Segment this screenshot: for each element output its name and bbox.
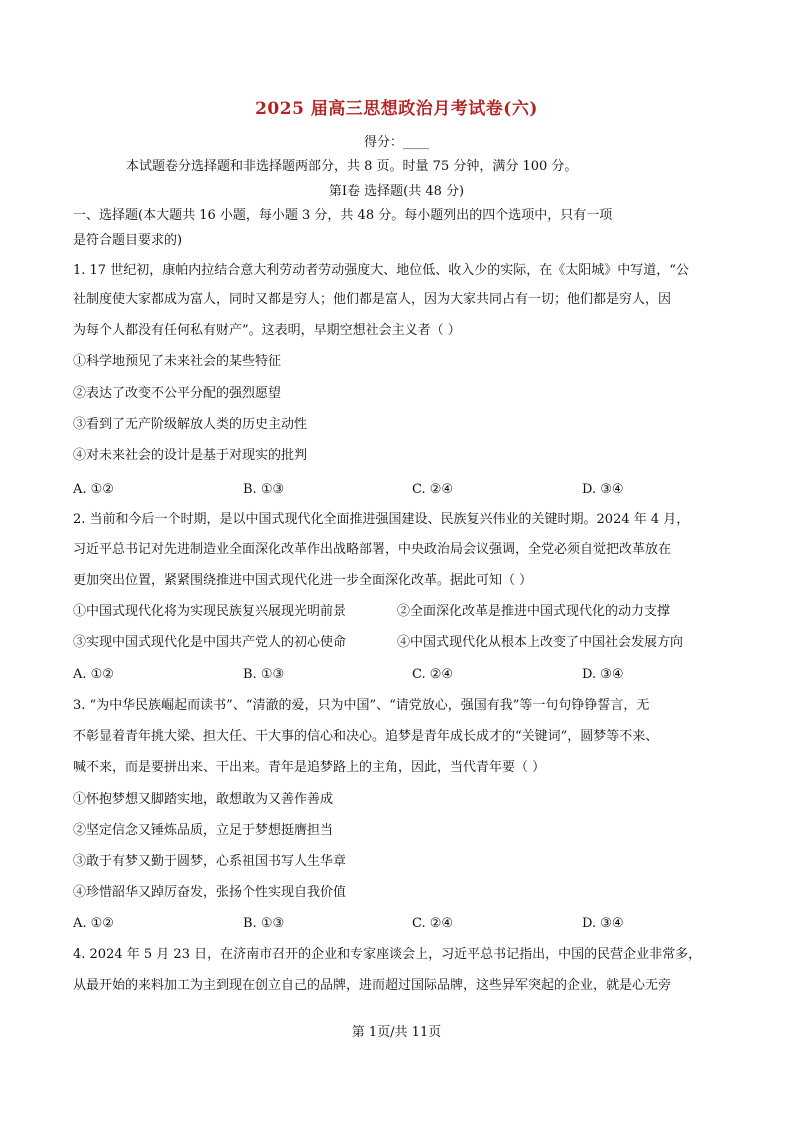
option-d[interactable]: D. ③④ [582, 667, 624, 682]
question-line: 4. 2024 年 5 月 23 日，在济南市召开的企业和专家座谈会上，习近平总书记指出，中国的民营企业非常多， [73, 947, 702, 962]
statement: ①中国式现代化将为实现民族复兴展现光明前景 [73, 604, 347, 619]
option-b[interactable]: B. ①③ [243, 482, 285, 497]
section-title: 第Ⅰ卷 选择题(共 48 分) [328, 184, 465, 199]
exam-intro: 本试题卷分选择题和非选择题两部分，共 8 页。时量 75 分钟，满分 100 分。 [126, 159, 578, 174]
question-line: 喊不来，而是要拼出来、干出来。青年是追梦路上的主角，因此，当代青年要（ ） [73, 760, 546, 775]
question-line: 从最开始的来料加工为主到现在创立自己的品牌，进而超过国际品牌，这些异军突起的企业，就是心无旁 [73, 978, 672, 993]
option-d[interactable]: D. ③④ [582, 482, 624, 497]
question-line: 为每个人都没有任何私有财产”。这表明，早期空想社会主义者（ ） [73, 323, 461, 338]
page-footer: 第 1页/共 11页 [351, 1025, 442, 1040]
statement: ②全面深化改革是推进中国式现代化的动力支撑 [397, 604, 671, 619]
statement: ②坚定信念又锤炼品质，立足于梦想挺膺担当 [73, 823, 334, 838]
option-c[interactable]: C. ②④ [412, 916, 454, 931]
option-a[interactable]: A. ①② [73, 667, 114, 682]
statement: ①科学地预见了未来社会的某些特征 [73, 354, 282, 369]
question-line: 1. 17 世纪初，康帕内拉结合意大利劳动者劳动强度大、地位低、收入少的实际，在《太阳城》中写道，“公 [73, 263, 689, 278]
statement: ③看到了无产阶级解放人类的历史主动性 [73, 417, 308, 432]
option-a[interactable]: A. ①② [73, 482, 114, 497]
question-line: 社制度使大家都成为富人，同时又都是穷人；他们都是富人，因为大家共同占有一切；他们都是穷人，因 [73, 292, 672, 307]
option-b[interactable]: B. ①③ [243, 916, 285, 931]
instructions-line: 是符合题目要求的) [73, 233, 183, 248]
score-label: 得分：____ [363, 135, 429, 150]
page-title: 2025 届高三思想政治月考试卷(六) [255, 99, 538, 119]
statement: ①怀抱梦想又脚踏实地，敢想敢为又善作善成 [73, 792, 334, 807]
statement: ③敢于有梦又勤于圆梦，心系祖国书写人生华章 [73, 854, 347, 869]
question-line: 2. 当前和今后一个时期，是以中国式现代化全面推进强国建设、民族复兴伟业的关键时期。2024 年 4 月， [73, 512, 690, 527]
statement: ④珍惜韶华又踔厉奋发，张扬个性实现自我价值 [73, 885, 347, 900]
question-line: 不彰显着青年挑大梁、担大任、干大事的信心和决心。追梦是青年成长成才的“关键词”，圆梦等不来、 [73, 729, 659, 744]
option-b[interactable]: B. ①③ [243, 667, 285, 682]
statement: ②表达了改变不公平分配的强烈愿望 [73, 386, 282, 401]
statement: ③实现中国式现代化是中国共产党人的初心使命 [73, 635, 347, 650]
instructions-line: 一、选择题(本大题共 16 小题，每小题 3 分，共 48 分。每小题列出的四个选项中，只有一项 [73, 208, 613, 223]
question-line: 3. “为中华民族崛起而读书”、“清澈的爱，只为中国”、“请党放心，强国有我”等一句句铮铮誓言，无 [73, 698, 650, 713]
statement: ④中国式现代化从根本上改变了中国社会发展方向 [397, 635, 684, 650]
option-c[interactable]: C. ②④ [412, 667, 454, 682]
question-line: 更加突出位置，紧紧围绕推进中国式现代化进一步全面深化改革。据此可知（ ） [73, 573, 533, 588]
statement: ④对未来社会的设计是基于对现实的批判 [73, 448, 308, 463]
option-d[interactable]: D. ③④ [582, 916, 624, 931]
option-c[interactable]: C. ②④ [412, 482, 454, 497]
question-line: 习近平总书记对先进制造业全面深化改革作出战略部署，中央政治局会议强调，全党必须自觉把改革放在 [73, 542, 672, 557]
option-a[interactable]: A. ①② [73, 916, 114, 931]
